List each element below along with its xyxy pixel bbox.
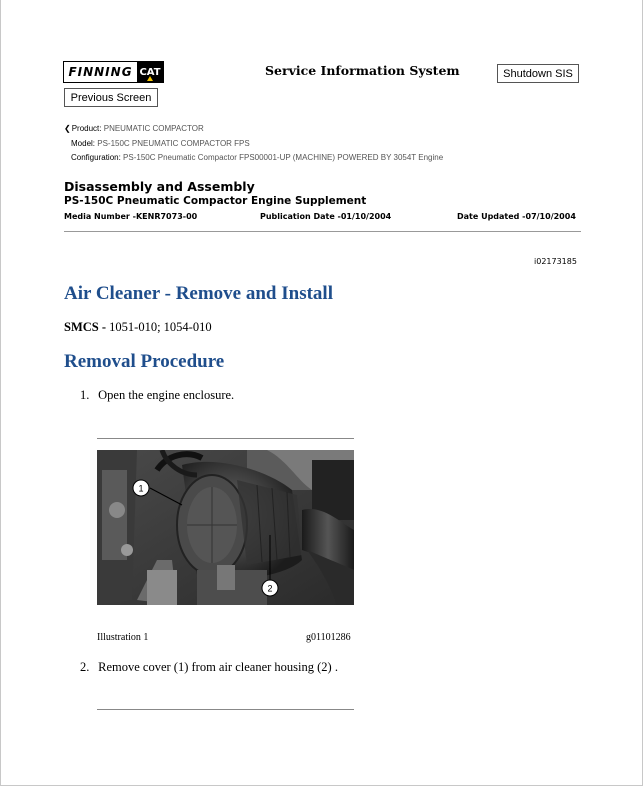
illustration-photo [97,450,354,605]
illustration-id: g01101286 [306,632,351,643]
configuration-value: PS-150C Pneumatic Compactor FPS00001-UP (MACHINE) POWERED BY 3054T Engine [123,153,444,162]
page-title: Air Cleaner - Remove and Install [64,283,333,304]
illustration-caption: Illustration 1 [97,632,149,643]
document-type: Disassembly and Assembly [64,179,255,194]
step-item [80,660,338,675]
model-value: PS-150C PNEUMATIC COMPACTOR FPS [97,139,250,148]
publication-date: Publication Date -01/10/2004 [260,212,392,221]
illustration-top-rule [97,438,354,439]
step-text: Open the engine enclosure. [98,388,235,402]
step-number: 1. [80,388,90,402]
callout-1-label: 1 [138,483,144,494]
smcs-codes [64,320,212,335]
model-line [71,139,250,148]
configuration-label: Configuration: [71,153,121,162]
step-item [80,388,234,403]
smcs-label: SMCS - [64,320,107,334]
callout-2-label: 2 [267,583,273,594]
document-id: i02173185 [534,257,577,266]
header-divider [64,231,581,232]
document-subtitle: PS-150C Pneumatic Compactor Engine Supplement [64,195,367,207]
model-label: Model: [71,139,96,148]
system-title: Service Information System [265,63,460,78]
product-line [64,124,204,133]
back-arrow-icon[interactable]: ❮ [64,124,71,133]
smcs-value: 1051-010; 1054-010 [106,320,212,334]
finning-cat-logo [63,61,164,83]
media-number: Media Number -KENR7073-00 [64,212,198,221]
product-label: Product: [71,124,102,133]
cat-logo-mark: CAT [137,62,163,82]
step-text: Remove cover (1) from air cleaner housing (2) . [98,660,338,674]
finning-logo-text: FINNING [64,62,137,82]
previous-screen-button[interactable]: Previous Screen [64,88,158,107]
section-heading: Removal Procedure [64,351,225,372]
date-updated: Date Updated -07/10/2004 [457,212,576,221]
configuration-line [71,153,443,162]
shutdown-sis-button[interactable]: Shutdown SIS [497,64,579,83]
illustration-top-rule [97,709,354,710]
product-value: PNEUMATIC COMPACTOR [103,124,204,133]
step-number: 2. [80,660,90,674]
